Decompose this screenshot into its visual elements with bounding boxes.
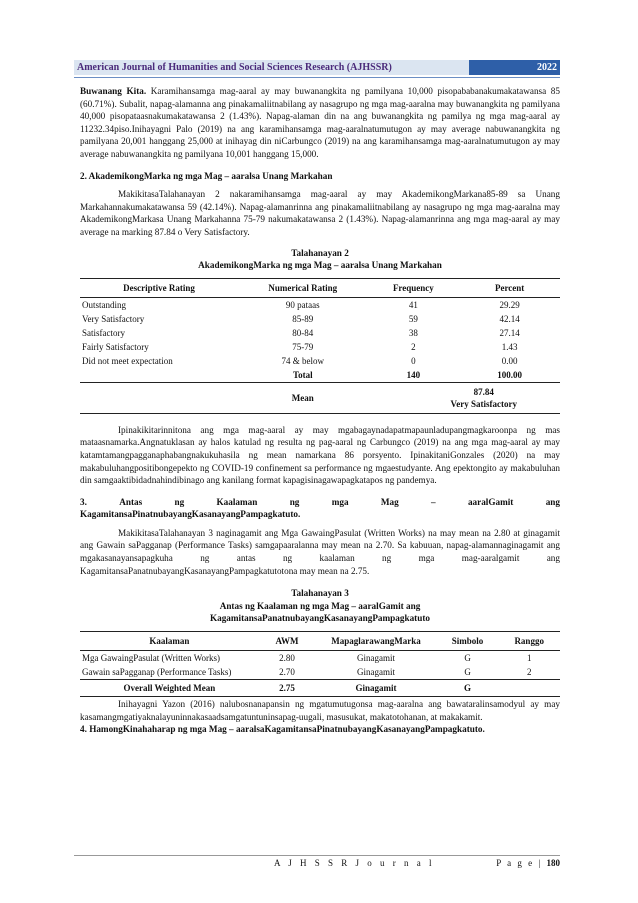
main-content: [80, 85, 560, 736]
total-label: Total: [292, 369, 313, 380]
table-cell: G: [464, 667, 471, 678]
table-cell: 80-84: [292, 327, 314, 338]
section3-heading: [80, 496, 560, 521]
footer-page: P a g e | 180: [496, 858, 560, 868]
heading-word: ng: [289, 496, 300, 507]
table-row: [80, 312, 560, 326]
table2-title: AkademikongMarka ng mga Mag – aaralsa Unang Markahan: [198, 260, 442, 271]
table-cell: 2.70: [279, 667, 295, 678]
mean-cell: [368, 382, 561, 413]
section3-discussion: Inihayagni Yazon (2016) nalubosnanapansin ng mgatumutugonsa mag-aaralna ang bawataralinsamodyul ay may kasamangmgatiyaknalayuninnakasaadsamgatuntuninsapag-uugali, masusukat, makatotohanan, at makakamit.: [80, 699, 560, 722]
table-cell: 0: [411, 355, 416, 366]
table-row: [80, 354, 560, 368]
table-cell: 74 & below: [281, 355, 325, 366]
page-footer: [74, 855, 560, 870]
table-cell: 1.43: [501, 341, 518, 352]
table-cell: 42.14: [499, 313, 520, 324]
section2-paragraph: MakikitasaTalahanayan 2 nakaramihansamga mag-aaral ay may AkademikongMarkana85-89 sa Unang Markahannakumakatawansa 59 (42.14%). Napag-alamanrinna ang pinakamaliitnabilang ay nasagrupo ng mga mag-aaralna may AkademikongMarkasa Unang Markahanna 75-79 nakumakatawansa 2 (1.43%). Napag-alamanrinna ang mga mag-aaral ay may average na marking 87.84 o Very Satisfactory.: [80, 189, 560, 237]
table2-header: Frequency: [368, 278, 460, 297]
owm-label: Overall Weighted Mean: [80, 680, 259, 697]
journal-header: [74, 60, 560, 75]
table-cell: 41: [408, 299, 418, 310]
mean-value: 87.84: [473, 386, 494, 397]
section2-heading: 2. AkademikongMarka ng mga Mag – aaralsa Unang Markahan: [80, 170, 333, 181]
total-percent: 100.00: [497, 369, 522, 380]
income-lead: Buwanang Kita.: [80, 86, 147, 96]
section3-heading-line2: KagamitansaPinatnubayangKasanayangPampagkatuto.: [80, 509, 301, 520]
mean-label: Mean: [238, 382, 367, 413]
table3-title-line2: KagamitansaPanatnubayangKasanayangPampagkatuto: [209, 613, 431, 624]
table-cell: 38: [408, 327, 418, 338]
footer-page-label: P a g e: [496, 858, 535, 868]
heading-word: 3.: [80, 496, 87, 507]
table-cell: 90 pataas: [285, 299, 320, 310]
table-cell: Outstanding: [82, 299, 126, 310]
overall-weighted-mean-row: [80, 680, 560, 697]
owm-rating: Ginagamit: [315, 680, 437, 697]
heading-word: Antas: [119, 496, 143, 507]
table-cell: G: [464, 653, 471, 664]
income-paragraph: [80, 85, 560, 161]
heading-word: Kaalaman: [216, 496, 258, 507]
table-cell: Ginagamit: [356, 667, 395, 678]
journal-year: 2022: [469, 60, 560, 75]
table-cell: 59: [408, 313, 418, 324]
table-row: [80, 326, 560, 340]
table3-header: Ranggo: [498, 632, 560, 651]
table-cell: Satisfactory: [82, 327, 125, 338]
table2: [80, 278, 560, 414]
table3-header: AWM: [259, 632, 315, 651]
table3-title-line1: Antas ng Kaalaman ng mga Mag – aaralGamit ang: [219, 600, 421, 611]
table-cell: Mga GawaingPasulat (Written Works): [82, 653, 220, 664]
table-cell: 75-79: [292, 341, 314, 352]
table-cell: 29.29: [499, 299, 520, 310]
table-cell: 1: [526, 653, 532, 664]
table-row: [80, 340, 560, 354]
total-frequency: 140: [406, 369, 421, 380]
journal-title: American Journal of Humanities and Social Sciences Research (AJHSSR): [74, 60, 469, 75]
table-cell: 85-89: [292, 313, 314, 324]
heading-word: mga: [331, 496, 349, 507]
table-row: [80, 665, 560, 680]
heading-word: ang: [545, 496, 560, 507]
heading-word: Mag: [380, 496, 399, 507]
section3-paragraph: MakikitasaTalahanayan 3 naginagamit ang Mga GawaingPasulat (Written Works) na may mean na 2.80 at ginagamit ang Gawain saPagganap (Performance Tasks) samgapaaralanna may mean na 2.70. Sa kabuuan, napag-alamannaginagamit ang mgakasanayansapagkuha ng antas ng kaalaman ng mga mag-aaralgamit ang KagamitansaPanatnubayangKasanayangPampagkatutotona may mean na 2.75.: [80, 527, 560, 576]
table3-header: MapaglarawangMarka: [315, 632, 437, 651]
table-cell: 2.80: [279, 653, 295, 664]
table2-header: Descriptive Rating: [80, 278, 238, 297]
table-cell: 2: [411, 341, 416, 352]
table-cell: Did not meet expectation: [82, 355, 173, 366]
table-row: [80, 651, 560, 666]
table-cell: Fairly Satisfactory: [82, 341, 149, 352]
table2-header: Numerical Rating: [238, 278, 367, 297]
table-mean-row: [80, 382, 560, 413]
table2-label: Talahanayan 2: [291, 247, 349, 258]
table-cell: Gawain saPagganap (Performance Tasks): [82, 667, 232, 678]
header-rule: [74, 77, 560, 78]
section2-discussion: Ipinakikitarinnitona ang mga mag-aaral ay may mgabagaynadapatmapaunladupangmagkaroonpa ng mas mataasnamarka.Angnatuklasan ay halos katulad ng resulta ng pag-aaral ng Carbungco (2019) na ang mga mag-aaral ay may katamtamangpagganaphabangnakukuhasila ng mean namarkana 86 porsyento. IpinakitaniGonzales (2020) na may makabuluhangpositibongepekto ng COVID-19 confinement sa performance ng mgaestudyante. Ang epektongito ay makabuluhan din samgaaktibidadnahindibinago ang kanilang format kapagisinagawapagkatapos ng pandemya.: [80, 424, 560, 486]
owm-value: 2.75: [259, 680, 315, 697]
section4-heading: 4. HamongKinahaharap ng mga Mag – aaralsaKagamitansaPinatnubayangKasanayangPampagkatuto.: [80, 724, 485, 735]
table-total-row: [80, 368, 560, 383]
table-cell: 27.14: [499, 327, 520, 338]
table3: [80, 631, 560, 697]
heading-word: –: [431, 496, 436, 507]
footer-journal: A J H S S R J o u r n a l: [274, 858, 435, 868]
table-cell: Very Satisfactory: [82, 313, 145, 324]
table2-header: Percent: [459, 278, 560, 297]
table-cell: Ginagamit: [356, 653, 395, 664]
table-cell: 2: [526, 667, 532, 678]
mean-rating: Very Satisfactory: [450, 398, 517, 409]
heading-word: ng: [174, 496, 185, 507]
heading-word: aaralGamit: [467, 496, 514, 507]
table3-header: Kaalaman: [80, 632, 259, 651]
table3-label: Talahanayan 3: [291, 588, 349, 599]
owm-symbol: G: [437, 680, 499, 697]
income-text: Karamihansamga mag-aaral ay may buwanangkita ng pamilyana 10,000 pisopababanakumakatawansa 85 (60.71%). Subalit, napag-alamanna ang pinakamaliitnabilang ay nasagrupo ng mga mag-aaralna may buwanangkita ng pamilyana 40,000 pisopataasnakumakatawansa 2 (1.43%). Napag-alaman din na ang buwanangkita ng pamilya ng mga mag-aaral ay 11232.34piso.Inihayagni Palo (2019) na ang karamihansamga mag-aaralnatumutugon ay may average nabuwanangkita ng pamilyana 20,001 hanggang 25,000 at inihayag din niCarbungco (2019) na ang karamihansamga mag-aaralnatumutugon ay may average nabuwanangkita ng pamilyana 10,001 hanggang 15,000.: [80, 86, 560, 159]
table-cell: 0.00: [501, 355, 518, 366]
table-row: [80, 297, 560, 312]
table3-header: Simbolo: [437, 632, 499, 651]
page-number: 180: [546, 858, 560, 868]
section3-heading-line1: [80, 496, 560, 509]
